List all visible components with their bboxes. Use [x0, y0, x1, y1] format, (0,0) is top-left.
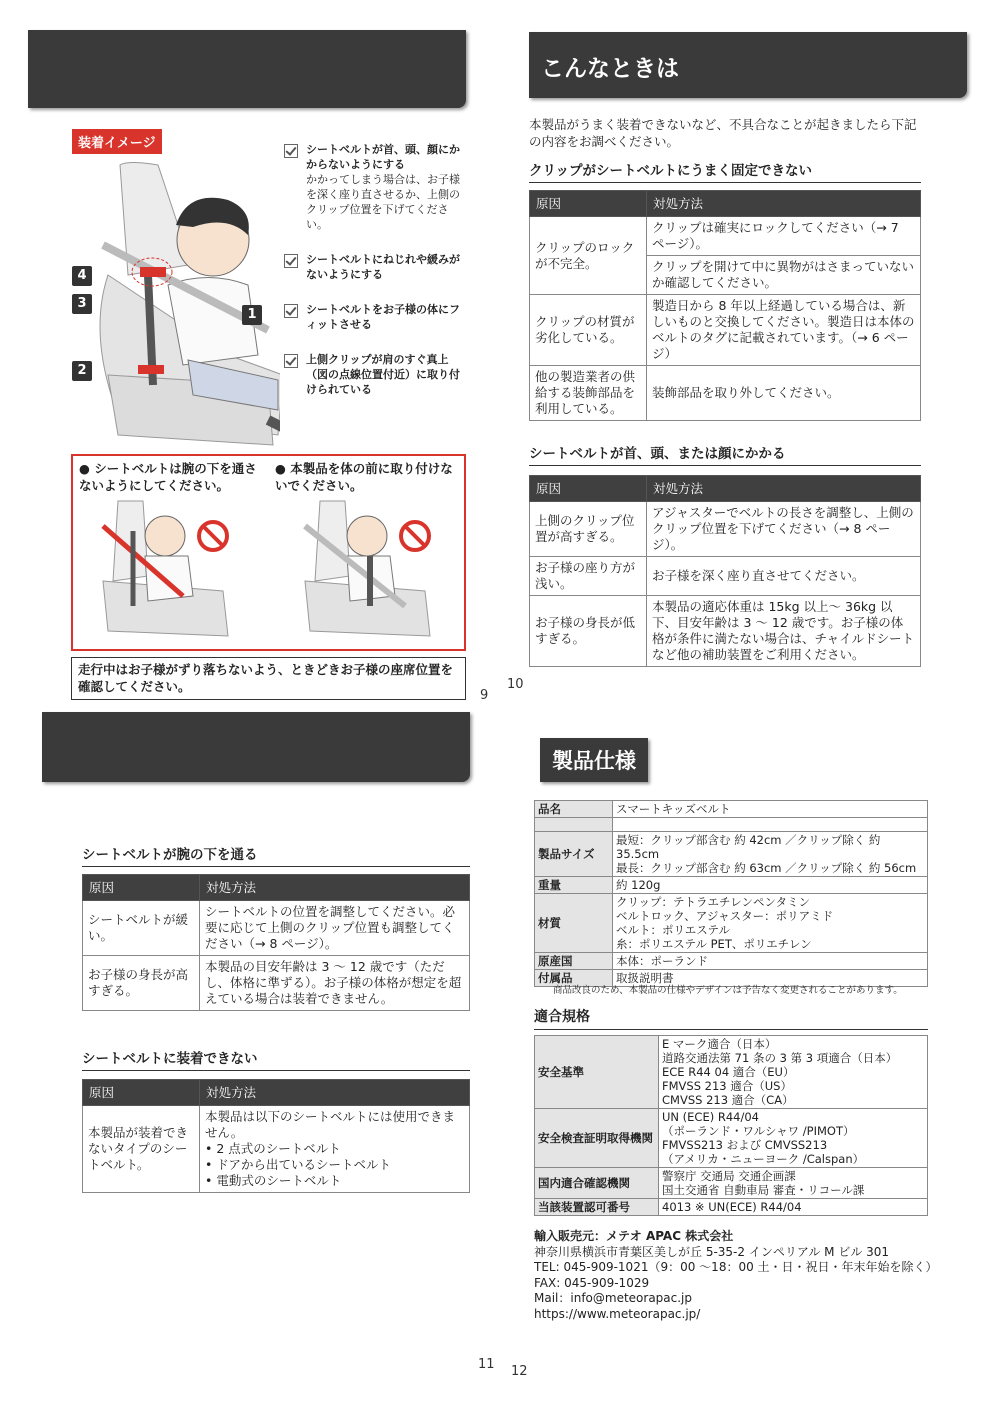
wrong-front-illustration: [295, 496, 445, 646]
standards-table: [534, 1035, 928, 1216]
neck-troubleshoot-table: [529, 475, 921, 667]
table-row: 本製品が装着できないタイプのシートベルト。 本製品は以下のシートベルトには使用できません。 • 2 点式のシートベルト • ドアから出ているシートベルト • 電動式のシートベルト: [83, 1106, 470, 1193]
col-cause: 原因: [83, 1080, 200, 1106]
page-number-9: 9: [480, 688, 489, 703]
section-belt-under-arm: シートベルトが腕の下を通る: [82, 843, 470, 867]
cannot-attach-table: [82, 1079, 470, 1193]
table-row: 国内適合確認機関 警察庁 交通局 交通企画課 国土交通省 自動車局 審査・リコール課: [535, 1168, 928, 1199]
checkbox-icon: [284, 254, 298, 268]
importer-mail[interactable]: Mail：info@meteorapac.jp: [534, 1291, 693, 1305]
section-clip-not-fixed: クリップがシートベルトにうまく固定できない: [529, 159, 921, 183]
col-solution: 対処方法: [647, 191, 921, 217]
table-row: 重量 約 120g: [535, 877, 928, 894]
col-cause: 原因: [530, 191, 647, 217]
page-number-11: 11: [478, 1357, 495, 1372]
table-row: 他の製造業者の供給する装飾部品を利用している。 装飾部品を取り外してください。: [530, 366, 921, 421]
spec-table: [534, 800, 928, 987]
section-belt-on-neck: シートベルトが首、頭、または顔にかかる: [529, 442, 921, 466]
importer-info: [534, 1229, 938, 1322]
check-item: シートベルトにねじれや緩みがないようにする: [284, 252, 466, 282]
table-row: 製品サイズ 最短：クリップ部含む 約 42cm ／クリップ除く 約 35.5cm 最長：クリップ部含む 約 63cm ／クリップ除く 約 56cm: [535, 832, 928, 877]
table-row: 品名 スマートキッズベルト: [535, 801, 928, 818]
importer-name: 輸入販売元：メテオ APAC 株式会社: [534, 1229, 734, 1243]
wrong-under-arm-illustration: [93, 496, 243, 646]
page-number-12: 12: [511, 1364, 528, 1379]
table-row: クリップのロックが不完全。 クリップは確実にロックしてください（→ 7 ページ）。: [530, 217, 921, 256]
checkbox-icon: [284, 304, 298, 318]
warning-right-text: ● 本製品を体の前に取り付けないでください。: [275, 461, 453, 493]
checkbox-icon: [284, 144, 298, 158]
install-image-tag: 装着イメージ: [72, 129, 162, 154]
table-row: 当該装置認可番号 4013 ※ UN(ECE) R44/04: [535, 1199, 928, 1216]
table-row: お子様の身長が高すぎる。 本製品の目安年齢は 3 ～ 12 歳です（ただし、体格に準ずる）。お子様の体格が想定を超えている場合は装着できません。: [83, 956, 470, 1011]
table-row: 付属品 取扱説明書: [535, 970, 928, 987]
check-item: シートベルトが首、頭、顔にかからないようにする かかってしまう場合は、お子様を深く座り直させるか、上側のクリップ位置を下げてください。: [284, 142, 466, 232]
table-row: 材質 クリップ：テトラエチレンペンタミン ベルトロック、アジャスター：ポリアミド ベルト：ポリエステル 糸：ポリエステル PET、ポリエチレン: [535, 894, 928, 953]
page9-header-banner: [28, 30, 466, 108]
check-item: 上側クリップが肩のすぐ真上（図の点線位置付近）に取り付けられている: [284, 352, 466, 397]
spec-title-box: 製品仕様: [540, 738, 648, 782]
callout-4: 4: [72, 266, 92, 286]
table-row: 安全基準 E マーク適合（日本） 道路交通法第 71 条の 3 第 3 項適合（日本） ECE R44 04 適合（EU） FMVSS 213 適合（US） CMVSS 213 適合（CA）: [535, 1036, 928, 1109]
page10-header-banner: [529, 32, 967, 98]
table-row: クリップの材質が劣化している。 製造日から 8 年以上経過している場合は、新しいものと交換してください。製造日は本体のベルトのタグに記載されています。（→ 6 ページ）: [530, 295, 921, 366]
check-item: シートベルトをお子様の体にフィットさせる: [284, 302, 466, 332]
col-solution: 対処方法: [200, 875, 470, 901]
importer-address: 神奈川県横浜市青葉区美しが丘 5-35-2 インペリアル M ビル 301: [534, 1244, 890, 1259]
table-row: 上側のクリップ位置が高すぎる。 アジャスターでベルトの長さを調整し、上側のクリップ位置を下げてください（→ 8 ページ）。: [530, 502, 921, 557]
under-arm-table: [82, 874, 470, 1011]
checklist: [284, 142, 466, 397]
table-row: クリップを開けて中に異物がはさまっていないか確認してください。: [530, 256, 921, 295]
table-row: お子様の身長が低すぎる。 本製品の適応体重は 15kg 以上～ 36kg 以下、目安年齢は 3 ～ 12 歳です。お子様の体格が条件に満たない場合は、チャイルドシートなど他の補助装置をご利用ください。: [530, 596, 921, 667]
troubleshoot-intro: 本製品がうまく装着できないなど、不具合なことが起きましたら下記の内容をお調べください。: [529, 117, 917, 149]
page10-title: こんなときは: [541, 56, 679, 82]
clip-troubleshoot-table: [529, 190, 921, 421]
callout-3: 3: [72, 294, 92, 314]
table-row: シートベルトが緩い。 シートベルトの位置を調整してください。必要に応じて上側のクリップ位置も調整してください（→ 8 ページ）。: [83, 901, 470, 956]
callout-2: 2: [72, 361, 92, 381]
table-row: 原産国 本体：ポーランド: [535, 953, 928, 970]
table-row: お子様の座り方が浅い。 お子様を深く座り直させてください。: [530, 557, 921, 596]
col-cause: 原因: [83, 875, 200, 901]
col-cause: 原因: [530, 476, 647, 502]
importer-url[interactable]: https://www.meteorapac.jp/: [534, 1306, 701, 1321]
importer-tel: TEL: 045-909-1021（9：00 ～18：00 土・日・祝日・年末年始を除く）: [534, 1260, 938, 1274]
warning-box: [71, 454, 466, 651]
section-standards: 適合規格: [534, 1006, 928, 1030]
warning-left-text: ● シートベルトは腕の下を通さないようにしてください。: [79, 461, 257, 493]
spec-disclaimer: 商品改良のため、本製品の仕様やデザインは予告なく変更されることがあります。: [553, 985, 903, 996]
driving-note-box: 走行中はお子様がずり落ちないよう、ときどきお子様の座席位置を確認してください。: [71, 657, 466, 700]
importer-fax: FAX: 045-909-1029: [534, 1275, 650, 1290]
col-solution: 対処方法: [200, 1080, 470, 1106]
section-cannot-attach: シートベルトに装着できない: [82, 1047, 470, 1071]
page-number-10: 10: [507, 677, 524, 692]
col-solution: 対処方法: [647, 476, 921, 502]
checkbox-icon: [284, 354, 298, 368]
table-row: [535, 818, 928, 832]
table-row: 安全検査証明取得機関 UN (ECE) R44/04 （ポーランド・ワルシャワ /PIMOT） FMVSS213 および CMVSS213 （アメリカ・ニューヨーク /Calspan）: [535, 1109, 928, 1168]
page11-header-banner: [42, 712, 470, 782]
callout-1: 1: [242, 305, 262, 325]
